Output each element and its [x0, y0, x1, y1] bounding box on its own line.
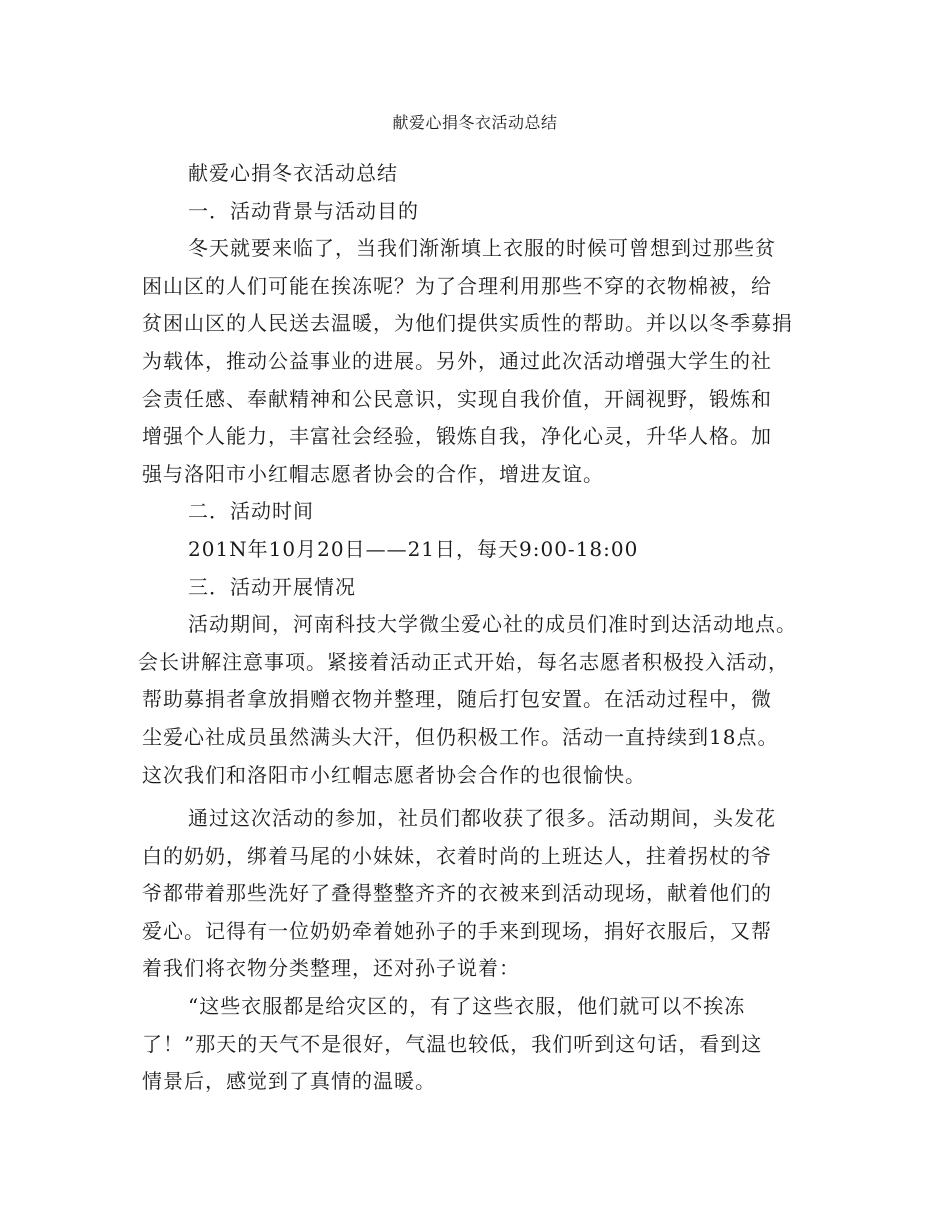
section-heading: 二．活动时间 — [188, 499, 314, 524]
paragraph-line: 尘爱心社成员虽然满头大汗，但仍积极工作。活动一直持续到18点。 — [142, 724, 779, 749]
paragraph-line: 增强个人能力，丰富社会经验，锻炼自我，净化心灵，升华人格。加 — [142, 424, 772, 449]
paragraph-line: 冬天就要来临了，当我们渐渐填上衣服的时候可曾想到过那些贫 — [188, 236, 776, 261]
paragraph-line: 为载体，推动公益事业的进展。另外，通过此次活动增强大学生的社 — [142, 348, 772, 373]
page-header-title: 献爱心捐冬衣活动总结 — [392, 113, 558, 132]
paragraph-line: 会长讲解注意事项。紧接着活动正式开始，每名志愿者积极投入活动， — [138, 649, 789, 674]
paragraph-line: 帮助募捐者拿放捐赠衣物并整理，随后打包安置。在活动过程中，微 — [142, 687, 772, 712]
paragraph-line: 爷都带着那些洗好了叠得整整齐齐的衣被来到活动现场，献着他们的 — [142, 881, 772, 906]
paragraph-line: 这次我们和洛阳市小红帽志愿者协会合作的也很愉快。 — [142, 762, 646, 787]
paragraph-line: 了！”那天的天气不是很好，气温也较低，我们听到这句话，看到这 — [142, 1031, 763, 1056]
body-title: 献爱心捐冬衣活动总结 — [188, 161, 398, 185]
paragraph-line: 通过这次活动的参加，社员们都收获了很多。活动期间，头发花 — [188, 806, 776, 831]
paragraph-line: 活动期间，河南科技大学微尘爱心社的成员们准时到达活动地点。 — [188, 612, 797, 637]
paragraph-line: 困山区的人们可能在挨冻呢？为了合理利用那些不穿的衣物棉被，给 — [142, 273, 772, 298]
paragraph-line: 着我们将衣物分类整理，还对孙子说着： — [142, 956, 520, 981]
paragraph-line: 白的奶奶，绑着马尾的小妹妹，衣着时尚的上班达人，拄着拐杖的爷 — [142, 843, 772, 868]
document-body — [138, 155, 808, 1101]
quote-line: “这些衣服都是给灾区的，有了这些衣服，他们就可以不挨冻 — [188, 994, 746, 1019]
paragraph-line: 会责任感、奉献精神和公民意识，实现自我价值，开阔视野，锻炼和 — [142, 386, 772, 411]
paragraph-line: 贫困山区的人民送去温暖，为他们提供实质性的帮助。并以以冬季募捐 — [142, 311, 793, 336]
paragraph-line: 强与洛阳市小红帽志愿者协会的合作，增进友谊。 — [142, 461, 604, 486]
section-heading: 三．活动开展情况 — [188, 574, 356, 599]
paragraph-line: 情景后，感觉到了真情的温暖。 — [142, 1069, 436, 1094]
section-heading: 一．活动背景与活动目的 — [188, 198, 419, 223]
paragraph-line: 爱心。记得有一位奶奶牵着她孙子的手来到现场，捐好衣服后，又帮 — [142, 918, 772, 943]
activity-time-line: 201N年10月20日——21日，每天9:00-18:00 — [188, 536, 639, 561]
